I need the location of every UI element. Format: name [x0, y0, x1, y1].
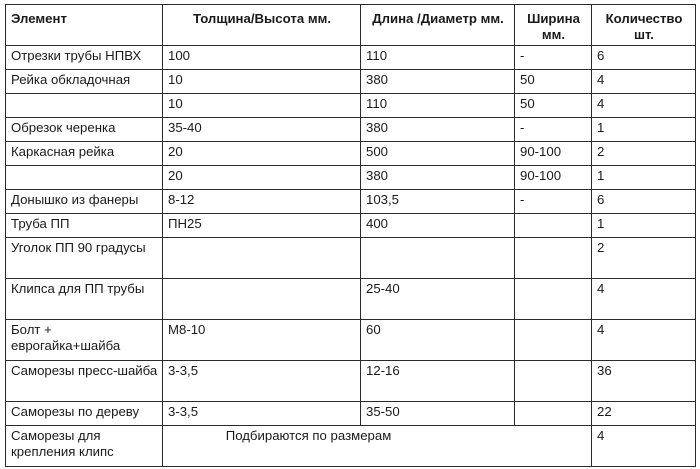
merged-note-text: Подбираются по размерам	[225, 428, 392, 443]
header-element: Элемент	[6, 5, 163, 46]
cell-width: 90-100	[515, 142, 592, 166]
table-row	[6, 361, 696, 402]
cell-quantity: 4	[592, 94, 696, 118]
cell-thickness: М8-10	[163, 320, 361, 361]
cell-width	[515, 361, 592, 402]
cell-element: Отрезки трубы НПВХ	[6, 46, 163, 70]
table-row	[6, 238, 696, 279]
cell-element	[6, 94, 163, 118]
cell-length: 380	[361, 166, 515, 190]
cell-width: 90-100	[515, 166, 592, 190]
cell-element: Клипса для ПП трубы	[6, 279, 163, 320]
table-row	[6, 402, 696, 426]
table-row	[6, 94, 696, 118]
cell-quantity: 36	[592, 361, 696, 402]
cell-quantity: 22	[592, 402, 696, 426]
cell-length: 12-16	[361, 361, 515, 402]
cell-merged-note	[163, 426, 592, 467]
cell-width	[515, 320, 592, 361]
header-length: Длина /Диаметр мм.	[361, 5, 515, 46]
cell-length: 35-50	[361, 402, 515, 426]
cell-element: Рейка обкладочная	[6, 70, 163, 94]
cell-width: 50	[515, 94, 592, 118]
header-width: Ширина мм.	[515, 5, 592, 46]
cell-thickness: 10	[163, 94, 361, 118]
cell-width: -	[515, 118, 592, 142]
cell-element: Саморезы пресс-шайба	[6, 361, 163, 402]
cell-element	[6, 166, 163, 190]
cell-element: Саморезы для крепления клипс	[6, 426, 163, 467]
table-row	[6, 46, 696, 70]
cell-quantity: 4	[592, 426, 696, 467]
cell-quantity: 4	[592, 320, 696, 361]
cell-length: 25-40	[361, 279, 515, 320]
cell-width	[515, 214, 592, 238]
materials-table	[5, 4, 696, 467]
cell-element: Донышко из фанеры	[6, 190, 163, 214]
cell-length: 60	[361, 320, 515, 361]
cell-thickness: 20	[163, 166, 361, 190]
cell-width: -	[515, 190, 592, 214]
cell-thickness: ПН25	[163, 214, 361, 238]
cell-thickness: 8-12	[163, 190, 361, 214]
table-body	[6, 46, 696, 467]
cell-length: 110	[361, 94, 515, 118]
cell-thickness: 20	[163, 142, 361, 166]
cell-thickness: 10	[163, 70, 361, 94]
cell-quantity: 1	[592, 166, 696, 190]
cell-quantity: 1	[592, 118, 696, 142]
cell-quantity: 6	[592, 190, 696, 214]
cell-thickness: 35-40	[163, 118, 361, 142]
cell-element: Болт + еврогайка+шайба	[6, 320, 163, 361]
cell-quantity: 1	[592, 214, 696, 238]
cell-thickness: 3-3,5	[163, 361, 361, 402]
cell-width: -	[515, 46, 592, 70]
cell-quantity: 6	[592, 46, 696, 70]
cell-thickness: 3-3,5	[163, 402, 361, 426]
cell-thickness	[163, 279, 361, 320]
table-row	[6, 118, 696, 142]
cell-length: 500	[361, 142, 515, 166]
cell-thickness: 100	[163, 46, 361, 70]
cell-length: 380	[361, 70, 515, 94]
cell-length: 380	[361, 118, 515, 142]
cell-element: Труба ПП	[6, 214, 163, 238]
table-row	[6, 214, 696, 238]
table-row	[6, 190, 696, 214]
table-row	[6, 426, 696, 467]
header-thickness: Толщина/Высота мм.	[163, 5, 361, 46]
table-row	[6, 279, 696, 320]
cell-quantity: 4	[592, 279, 696, 320]
cell-length: 400	[361, 214, 515, 238]
cell-width	[515, 402, 592, 426]
cell-length: 103,5	[361, 190, 515, 214]
cell-element: Каркасная рейка	[6, 142, 163, 166]
cell-thickness	[163, 238, 361, 279]
table-row	[6, 320, 696, 361]
cell-quantity: 4	[592, 70, 696, 94]
cell-element: Уголок ПП 90 градусы	[6, 238, 163, 279]
table-header	[6, 5, 696, 46]
cell-quantity: 2	[592, 142, 696, 166]
cell-length	[361, 238, 515, 279]
cell-quantity: 2	[592, 238, 696, 279]
cell-length: 110	[361, 46, 515, 70]
table-row	[6, 142, 696, 166]
cell-width: 50	[515, 70, 592, 94]
header-quantity: Количество шт.	[592, 5, 696, 46]
table-row	[6, 70, 696, 94]
cell-element: Обрезок черенка	[6, 118, 163, 142]
header-row	[6, 5, 696, 46]
cell-element: Саморезы по дереву	[6, 402, 163, 426]
cell-width	[515, 238, 592, 279]
cell-width	[515, 279, 592, 320]
table-row	[6, 166, 696, 190]
